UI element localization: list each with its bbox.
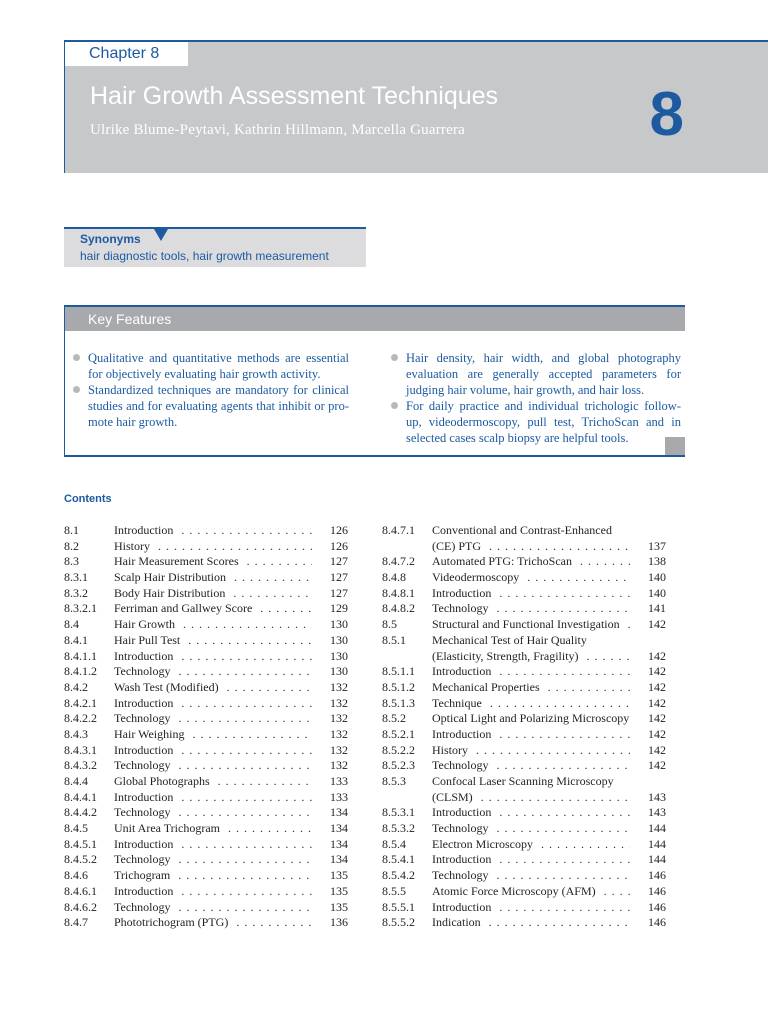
toc-number: 8.4.4.2 (64, 805, 97, 820)
toc-number: 8.4.8.2 (382, 601, 415, 616)
toc-entry[interactable] (64, 837, 348, 853)
toc-entry[interactable] (382, 601, 666, 617)
toc-title-wrap (432, 601, 630, 617)
toc-title: Electron Microscopy (432, 837, 537, 851)
toc-number: 8.5.3.1 (382, 805, 415, 820)
toc-title: Technology (432, 868, 492, 882)
toc-title-wrap (432, 805, 630, 821)
toc-page-number: 144 (648, 821, 666, 836)
toc-number: 8.5.1.2 (382, 679, 415, 694)
key-feature-item (73, 382, 349, 430)
toc-number: 8.4.4 (64, 774, 88, 788)
toc-number: 8.4.7 (64, 915, 88, 930)
key-feature-item (391, 398, 681, 446)
toc-page-number: 144 (648, 852, 666, 867)
toc-entry[interactable] (382, 915, 666, 931)
toc-title: Scalp Hair Distribution (114, 570, 230, 584)
toc-column-right (382, 523, 666, 931)
toc-entry[interactable] (64, 633, 348, 649)
toc-number: 8.4.7.1 (382, 523, 415, 537)
key-feature-item (73, 350, 349, 382)
toc-entry[interactable] (382, 680, 666, 696)
toc-title: Introduction (432, 727, 495, 741)
toc-number: 8.4.1.1 (64, 648, 97, 663)
toc-page-number: 140 (648, 570, 666, 585)
toc-page-number: 146 (648, 868, 666, 883)
bullet-icon (73, 386, 80, 393)
toc-number: 8.4.5.1 (64, 836, 97, 851)
toc-title: Videodermoscopy (432, 570, 523, 584)
toc-page-number: 138 (648, 554, 666, 569)
toc-title-wrap (114, 852, 312, 868)
toc-page-number: 136 (330, 915, 348, 930)
toc-number: 8.4.3 (64, 726, 88, 741)
toc-entry[interactable] (382, 805, 666, 821)
toc-number: 8.4.3.2 (64, 758, 97, 773)
toc-page-number: 135 (330, 899, 348, 914)
synonyms-label: Synonyms (80, 232, 141, 246)
toc-title-wrap (432, 554, 630, 570)
toc-title: Technology (114, 758, 174, 772)
toc-page-number: 142 (648, 711, 666, 726)
toc-number: 8.5.2.2 (382, 742, 415, 757)
toc-page-number: 146 (648, 915, 666, 930)
toc-number: 8.5.2.1 (382, 726, 415, 741)
toc-entry[interactable] (382, 554, 666, 570)
toc-page-number: 142 (648, 742, 666, 757)
toc-title-wrap (432, 523, 630, 539)
toc-entry[interactable] (382, 570, 666, 586)
toc-title: Technology (432, 821, 492, 835)
bullet-icon (391, 402, 398, 409)
toc-title-wrap (114, 774, 312, 790)
toc-entry[interactable] (64, 523, 348, 539)
toc-number: 8.4 (64, 617, 79, 632)
toc-number: 8.4.7.2 (382, 554, 415, 569)
toc-title-wrap (114, 868, 312, 884)
toc-page-number: 134 (330, 836, 348, 851)
toc-title-wrap (432, 696, 630, 712)
toc-title: Trichogram (114, 868, 174, 882)
toc-title-wrap (114, 711, 312, 727)
toc-entry[interactable] (382, 774, 666, 790)
toc-number: 8.4.6.2 (64, 899, 97, 914)
toc-number: 8.5 (382, 617, 397, 632)
toc-title: Technology (114, 664, 174, 678)
toc-page-number: 142 (648, 695, 666, 710)
toc-number: 8.5.5.2 (382, 915, 415, 930)
toc-title-wrap (114, 915, 312, 931)
toc-entry[interactable] (64, 774, 348, 790)
toc-title-wrap (114, 586, 312, 602)
toc-title: Phototrichogram (PTG) (114, 915, 232, 929)
key-features-title: Key Features (65, 307, 685, 331)
toc-title: Mechanical Test of Hair Quality (432, 633, 591, 647)
toc-page-number: 140 (648, 585, 666, 600)
toc-column-left (64, 523, 348, 931)
toc-page-number: 130 (330, 664, 348, 679)
toc-entry[interactable] (382, 633, 666, 649)
toc-page-number: 132 (330, 742, 348, 757)
toc-number: 8.4.1.2 (64, 664, 97, 679)
toc-entry[interactable] (382, 727, 666, 743)
toc-title-wrap (114, 900, 312, 916)
bullet-icon (391, 354, 398, 361)
toc-entry[interactable] (382, 649, 666, 665)
toc-title-wrap (114, 539, 312, 555)
toc-number: 8.5.5.1 (382, 899, 415, 914)
toc-entry[interactable] (382, 884, 666, 900)
toc-number: 8.3.2.1 (64, 601, 97, 616)
toc-title-wrap (114, 837, 312, 853)
toc-entry[interactable] (64, 664, 348, 680)
toc-number: 8.5.1.1 (382, 664, 415, 679)
toc-entry[interactable] (64, 617, 348, 633)
toc-title-wrap (114, 649, 312, 665)
toc-page-number: 141 (648, 601, 666, 616)
toc-page-number: 129 (330, 601, 348, 616)
toc-title-wrap (432, 633, 630, 649)
key-feature-text: Qualitative and quantitative methods are essential for objectively evaluating hair growth activity. (88, 351, 349, 381)
toc-title-wrap (114, 601, 312, 617)
toc-title-wrap (114, 821, 312, 837)
toc-title-wrap (432, 774, 630, 790)
toc-number: 8.3.1 (64, 570, 88, 585)
toc-title-wrap (432, 727, 630, 743)
corner-decoration (665, 437, 685, 455)
toc-number: 8.5.2 (382, 711, 406, 726)
toc-title: Optical Light and Polarizing Microscopy (432, 711, 630, 725)
triangle-down-icon (154, 229, 168, 241)
toc-page-number: 146 (648, 899, 666, 914)
toc-title: Introduction (432, 852, 495, 866)
toc-number: 8.5.3.2 (382, 821, 415, 836)
chapter-authors: Ulrike Blume-Peytavi, Kathrin Hillmann, Marcella Guarrera (90, 122, 466, 138)
toc-title: Atomic Force Microscopy (AFM) (432, 884, 600, 898)
toc-entry[interactable] (382, 900, 666, 916)
toc-title-wrap (114, 570, 312, 586)
toc-page-number: 142 (648, 664, 666, 679)
toc-title: Technology (114, 805, 174, 819)
toc-number: 8.5.3 (382, 774, 406, 788)
bullet-icon (73, 354, 80, 361)
toc-entry[interactable] (64, 727, 348, 743)
toc-title-wrap (432, 570, 630, 586)
toc-page-number: 144 (648, 836, 666, 851)
toc-entry[interactable] (64, 821, 348, 837)
toc-number: 8.4.3.1 (64, 742, 97, 757)
toc-title: Global Photographs (114, 774, 214, 788)
key-feature-text: Standardized techniques are mandatory for clinical studies and for evaluating agents that inhibit or pro-mote hair growth. (88, 383, 349, 429)
toc-title: Technology (432, 758, 492, 772)
toc-number: 8.2 (64, 538, 79, 553)
toc-entry[interactable] (382, 664, 666, 680)
toc-title: History (114, 539, 154, 553)
toc-entry[interactable] (64, 900, 348, 916)
toc-title: Introduction (114, 790, 177, 804)
toc-entry[interactable] (382, 711, 666, 727)
toc-page-number: 127 (330, 585, 348, 600)
toc-number: 8.4.6 (64, 868, 88, 883)
toc-page-number: 142 (648, 726, 666, 741)
toc-title-wrap (432, 852, 630, 868)
toc-title: Indication (432, 915, 485, 929)
toc-entry[interactable] (382, 821, 666, 837)
toc-title: Automated PTG: TrichoScan (432, 554, 576, 568)
toc-title-wrap (432, 758, 630, 774)
toc-entry[interactable] (64, 790, 348, 806)
toc-title-wrap (432, 790, 630, 806)
toc-entry[interactable] (64, 601, 348, 617)
toc-title: Conventional and Contrast-Enhanced (432, 523, 616, 537)
toc-title: Structural and Functional Investigation (432, 617, 624, 631)
toc-entry[interactable] (382, 617, 666, 633)
toc-page-number: 135 (330, 883, 348, 898)
synonyms-text: hair diagnostic tools, hair growth measurement (80, 249, 329, 263)
toc-title: (Elasticity, Strength, Fragility) (432, 649, 583, 663)
toc-number: 8.4.2.2 (64, 711, 97, 726)
toc-number: 8.5.4 (382, 836, 406, 851)
toc-title: Introduction (114, 743, 177, 757)
toc-entry[interactable] (64, 805, 348, 821)
toc-number: 8.4.2.1 (64, 695, 97, 710)
toc-title: Hair Weighing (114, 727, 188, 741)
toc-title: Mechanical Properties (432, 680, 544, 694)
toc-title-wrap (432, 711, 630, 727)
toc-number: 8.3.2 (64, 585, 88, 600)
toc-page-number: 134 (330, 805, 348, 820)
toc-number: 8.1 (64, 523, 79, 537)
toc-title-wrap (432, 868, 630, 884)
key-feature-item (391, 350, 681, 398)
toc-title: Unit Area Trichogram (114, 821, 224, 835)
toc-number: 8.5.2.3 (382, 758, 415, 773)
toc-entry[interactable] (382, 696, 666, 712)
toc-number: 8.4.2 (64, 679, 88, 694)
toc-title-wrap (114, 696, 312, 712)
toc-title-wrap (114, 664, 312, 680)
toc-entry[interactable] (64, 539, 348, 555)
toc-entry[interactable] (64, 554, 348, 570)
toc-title: Technology (432, 601, 492, 615)
toc-number: 8.4.8.1 (382, 585, 415, 600)
toc-title-wrap (432, 617, 630, 633)
toc-page-number: 126 (330, 523, 348, 537)
toc-title: (CLSM) (432, 790, 477, 804)
toc-title: Technique (432, 696, 486, 710)
toc-title-wrap (114, 727, 312, 743)
toc-title-wrap (432, 884, 630, 900)
toc-entry[interactable] (64, 852, 348, 868)
toc-number: 8.4.4.1 (64, 789, 97, 804)
key-feature-text: Hair density, hair width, and global photography evaluation are generally accepted parameters for judging hair volume, hair growth, and hair loss. (406, 351, 681, 397)
toc-page-number: 142 (648, 648, 666, 663)
toc-entry[interactable] (64, 649, 348, 665)
toc-entry[interactable] (382, 852, 666, 868)
toc-title-wrap (114, 633, 312, 649)
toc-entry[interactable] (64, 743, 348, 759)
toc-page-number: 130 (330, 648, 348, 663)
toc-entry[interactable] (382, 790, 666, 806)
key-features-right (391, 350, 681, 446)
toc-page-number: 146 (648, 883, 666, 898)
toc-page-number: 132 (330, 726, 348, 741)
toc-entry[interactable] (382, 586, 666, 602)
toc-page-number: 130 (330, 632, 348, 647)
toc-title-wrap (114, 523, 312, 539)
toc-page-number: 134 (330, 852, 348, 867)
toc-title: History (432, 743, 472, 757)
toc-page-number: 142 (648, 617, 666, 632)
toc-number: 8.5.1 (382, 632, 406, 647)
toc-title-wrap (432, 900, 630, 916)
key-features-box (64, 305, 685, 457)
toc-title: Wash Test (Modified) (114, 680, 223, 694)
toc-number: 8.5.1.3 (382, 695, 415, 710)
toc-title: (CE) PTG (432, 539, 485, 553)
toc-title: Introduction (114, 523, 177, 537)
toc-title: Introduction (114, 837, 177, 851)
toc-title: Body Hair Distribution (114, 586, 229, 600)
toc-title-wrap (432, 821, 630, 837)
toc-page-number: 132 (330, 695, 348, 710)
toc-number: 8.4.6.1 (64, 883, 97, 898)
toc-page-number: 135 (330, 868, 348, 883)
toc-title: Hair Growth (114, 617, 179, 631)
toc-title: Ferriman and Gallwey Score (114, 601, 256, 615)
toc-page-number: 133 (330, 774, 348, 788)
toc-title: Introduction (432, 664, 495, 678)
toc-title-wrap (432, 539, 630, 555)
toc-title-wrap (114, 790, 312, 806)
toc-title-wrap (114, 758, 312, 774)
toc-page-number: 142 (648, 679, 666, 694)
toc-entry[interactable] (64, 868, 348, 884)
toc-title-wrap (114, 680, 312, 696)
toc-title-wrap (114, 617, 312, 633)
toc-entry[interactable] (382, 743, 666, 759)
toc-entry[interactable] (64, 711, 348, 727)
toc-page-number: 132 (330, 711, 348, 726)
toc-entry[interactable] (64, 570, 348, 586)
toc-page-number: 137 (648, 538, 666, 553)
toc-title-wrap (432, 649, 630, 665)
toc-title: Introduction (114, 696, 177, 710)
synonyms-box (64, 227, 366, 267)
toc-title: Hair Measurement Scores (114, 554, 243, 568)
toc-number: 8.5.4.1 (382, 852, 415, 867)
toc-title-wrap (432, 664, 630, 680)
toc-page-number: 143 (648, 789, 666, 804)
toc-entry[interactable] (64, 884, 348, 900)
toc-number: 8.5.5 (382, 883, 406, 898)
toc-title: Hair Pull Test (114, 633, 184, 647)
toc-entry[interactable] (64, 680, 348, 696)
toc-page-number: 133 (330, 789, 348, 804)
toc-title: Technology (114, 900, 174, 914)
toc-title: Technology (114, 711, 174, 725)
toc-title: Introduction (432, 805, 495, 819)
toc-page-number: 132 (330, 679, 348, 694)
toc-title-wrap (432, 680, 630, 696)
toc-page-number: 134 (330, 821, 348, 836)
toc-number: 8.4.1 (64, 632, 88, 647)
toc-entry[interactable] (382, 523, 666, 539)
chapter-title: Hair Growth Assessment Techniques (90, 82, 499, 110)
key-feature-text: For daily practice and individual trichologic follow-up, videodermoscopy, pull test, TrichoScan and in selected cases scalp biopsy are helpful tools. (406, 399, 681, 445)
toc-title: Introduction (432, 900, 495, 914)
toc-page-number: 127 (330, 554, 348, 569)
toc-title-wrap (432, 743, 630, 759)
toc-page-number: 142 (648, 758, 666, 773)
chapter-tab: Chapter 8 (65, 42, 188, 66)
toc-title: Technology (114, 852, 174, 866)
toc-page-number: 126 (330, 538, 348, 553)
toc-entry[interactable] (64, 915, 348, 931)
toc-title: Confocal Laser Scanning Microscopy (432, 774, 618, 788)
toc-title-wrap (432, 915, 630, 931)
toc-number: 8.4.5.2 (64, 852, 97, 867)
toc-title-wrap (114, 743, 312, 759)
toc-number: 8.4.8 (382, 570, 406, 585)
toc-title-wrap (432, 837, 630, 853)
toc-entry[interactable] (64, 586, 348, 602)
toc-title-wrap (114, 805, 312, 821)
toc-number: 8.3 (64, 554, 79, 569)
toc-entry[interactable] (64, 696, 348, 712)
toc-page-number: 130 (330, 617, 348, 632)
toc-title: Introduction (114, 649, 177, 663)
toc-page-number: 132 (330, 758, 348, 773)
toc-page-number: 143 (648, 805, 666, 820)
toc-title: Introduction (114, 884, 177, 898)
chapter-number: 8 (649, 80, 684, 149)
toc-entry[interactable] (382, 539, 666, 555)
toc-entry[interactable] (382, 758, 666, 774)
toc-number: 8.4.5 (64, 821, 88, 836)
key-features-left (73, 350, 349, 430)
toc-title-wrap (114, 554, 312, 570)
toc-entry[interactable] (64, 758, 348, 774)
toc-title-wrap (432, 586, 630, 602)
toc-page-number: 127 (330, 570, 348, 585)
toc-entry[interactable] (382, 837, 666, 853)
chapter-header (64, 40, 768, 173)
toc-entry[interactable] (382, 868, 666, 884)
toc-number: 8.5.4.2 (382, 868, 415, 883)
contents-title: Contents (64, 493, 112, 505)
toc-title-wrap (114, 884, 312, 900)
toc-title: Introduction (432, 586, 495, 600)
